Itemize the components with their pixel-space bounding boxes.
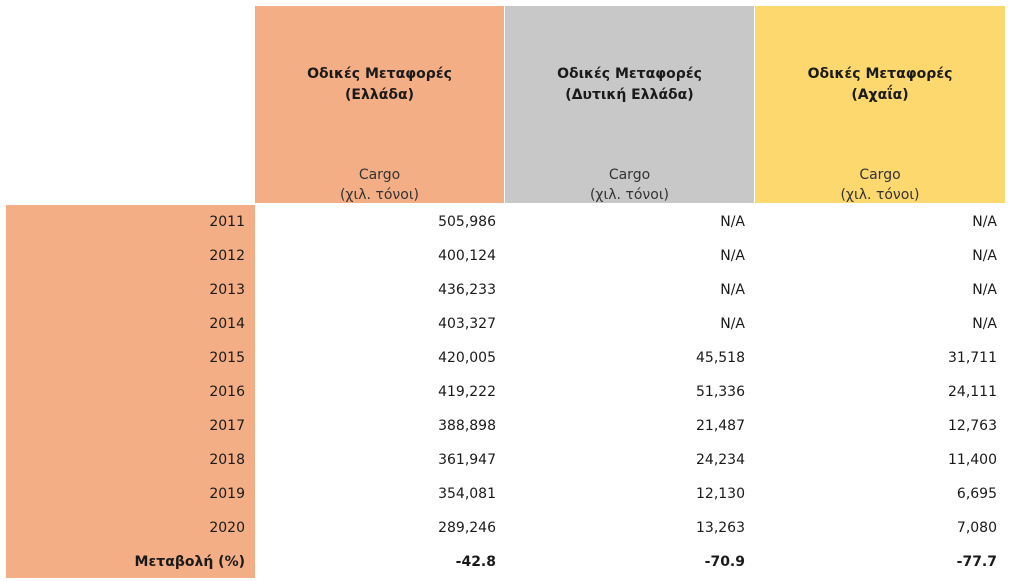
greece-value-cell: 361,947 xyxy=(438,452,496,468)
greece-value-cell: 419,222 xyxy=(438,384,496,400)
west-greece-value-cell: 12,130 xyxy=(696,486,745,502)
column-unit-line2: (χιλ. τόνοι) xyxy=(589,187,670,203)
achaia-value-cell: N/A xyxy=(972,282,997,298)
column-title-line1: Οδικές Μεταφορές xyxy=(807,66,953,82)
table-row xyxy=(0,375,1024,409)
column-header-west-greece xyxy=(505,6,754,203)
column-unit-line1: Cargo xyxy=(859,167,901,183)
achaia-value-cell: 24,111 xyxy=(948,384,997,400)
greece-value-cell: 289,246 xyxy=(438,520,496,536)
column-title xyxy=(255,64,504,106)
greece-value-cell: 388,898 xyxy=(438,418,496,434)
achaia-value-cell: N/A xyxy=(972,248,997,264)
column-unit-line2: (χιλ. τόνοι) xyxy=(840,187,920,203)
column-title-line2: (Ελλάδα) xyxy=(345,87,414,103)
west-greece-value-cell: 21,487 xyxy=(696,418,745,434)
column-header-greece xyxy=(255,6,504,203)
west-greece-value-cell: N/A xyxy=(720,316,745,332)
greece-value-cell: 420,005 xyxy=(438,350,496,366)
table-row xyxy=(0,409,1024,443)
column-title-line1: Οδικές Μεταφορές xyxy=(557,66,702,82)
table-row xyxy=(0,511,1024,545)
column-title-line1: Οδικές Μεταφορές xyxy=(307,66,452,82)
column-unit xyxy=(755,165,1005,205)
year-cell: 2013 xyxy=(209,282,245,298)
west-greece-change-cell: -70.9 xyxy=(704,554,745,570)
year-cell: 2011 xyxy=(209,214,245,230)
achaia-value-cell: 6,695 xyxy=(956,486,997,502)
achaia-value-cell: N/A xyxy=(972,214,997,230)
column-unit-line1: Cargo xyxy=(608,167,651,183)
table-row xyxy=(0,443,1024,477)
west-greece-value-cell: 45,518 xyxy=(696,350,745,366)
year-cell: 2020 xyxy=(209,520,245,536)
column-title-line2: (Αχαΐα) xyxy=(851,87,909,103)
table-row xyxy=(0,307,1024,341)
table-row xyxy=(0,341,1024,375)
greece-value-cell: 403,327 xyxy=(438,316,496,332)
greece-value-cell: 436,233 xyxy=(438,282,496,298)
change-percent-row xyxy=(0,545,1024,579)
achaia-value-cell: N/A xyxy=(972,316,997,332)
year-cell: 2012 xyxy=(209,248,245,264)
west-greece-value-cell: 24,234 xyxy=(696,452,745,468)
table-row xyxy=(0,273,1024,307)
greece-value-cell: 400,124 xyxy=(438,248,496,264)
year-cell: 2014 xyxy=(209,316,245,332)
year-cell: 2018 xyxy=(209,452,245,468)
achaia-change-cell: -77.7 xyxy=(956,554,997,570)
west-greece-value-cell: 51,336 xyxy=(696,384,745,400)
column-unit xyxy=(505,165,754,205)
west-greece-value-cell: N/A xyxy=(720,214,745,230)
year-cell: 2016 xyxy=(209,384,245,400)
column-title xyxy=(755,64,1005,106)
west-greece-value-cell: N/A xyxy=(720,282,745,298)
greece-change-cell: -42.8 xyxy=(455,554,496,570)
column-header-achaia xyxy=(755,6,1005,203)
year-cell: 2019 xyxy=(209,486,245,502)
achaia-value-cell: 31,711 xyxy=(948,350,997,366)
column-unit xyxy=(255,165,504,205)
year-cell: 2017 xyxy=(209,418,245,434)
achaia-value-cell: 11,400 xyxy=(948,452,997,468)
achaia-value-cell: 7,080 xyxy=(956,520,997,536)
column-unit-line1: Cargo xyxy=(358,167,401,183)
west-greece-value-cell: 13,263 xyxy=(696,520,745,536)
greece-value-cell: 505,986 xyxy=(438,214,496,230)
table-row xyxy=(0,239,1024,273)
achaia-value-cell: 12,763 xyxy=(948,418,997,434)
greece-value-cell: 354,081 xyxy=(438,486,496,502)
table-row xyxy=(0,205,1024,239)
change-label-cell: Μεταβολή (%) xyxy=(134,554,245,570)
table-row xyxy=(0,477,1024,511)
west-greece-value-cell: N/A xyxy=(720,248,745,264)
column-title-line2: (Δυτική Ελλάδα) xyxy=(565,87,694,103)
column-unit-line2: (χιλ. τόνοι) xyxy=(339,187,420,203)
column-title xyxy=(505,64,754,106)
year-cell: 2015 xyxy=(209,350,245,366)
